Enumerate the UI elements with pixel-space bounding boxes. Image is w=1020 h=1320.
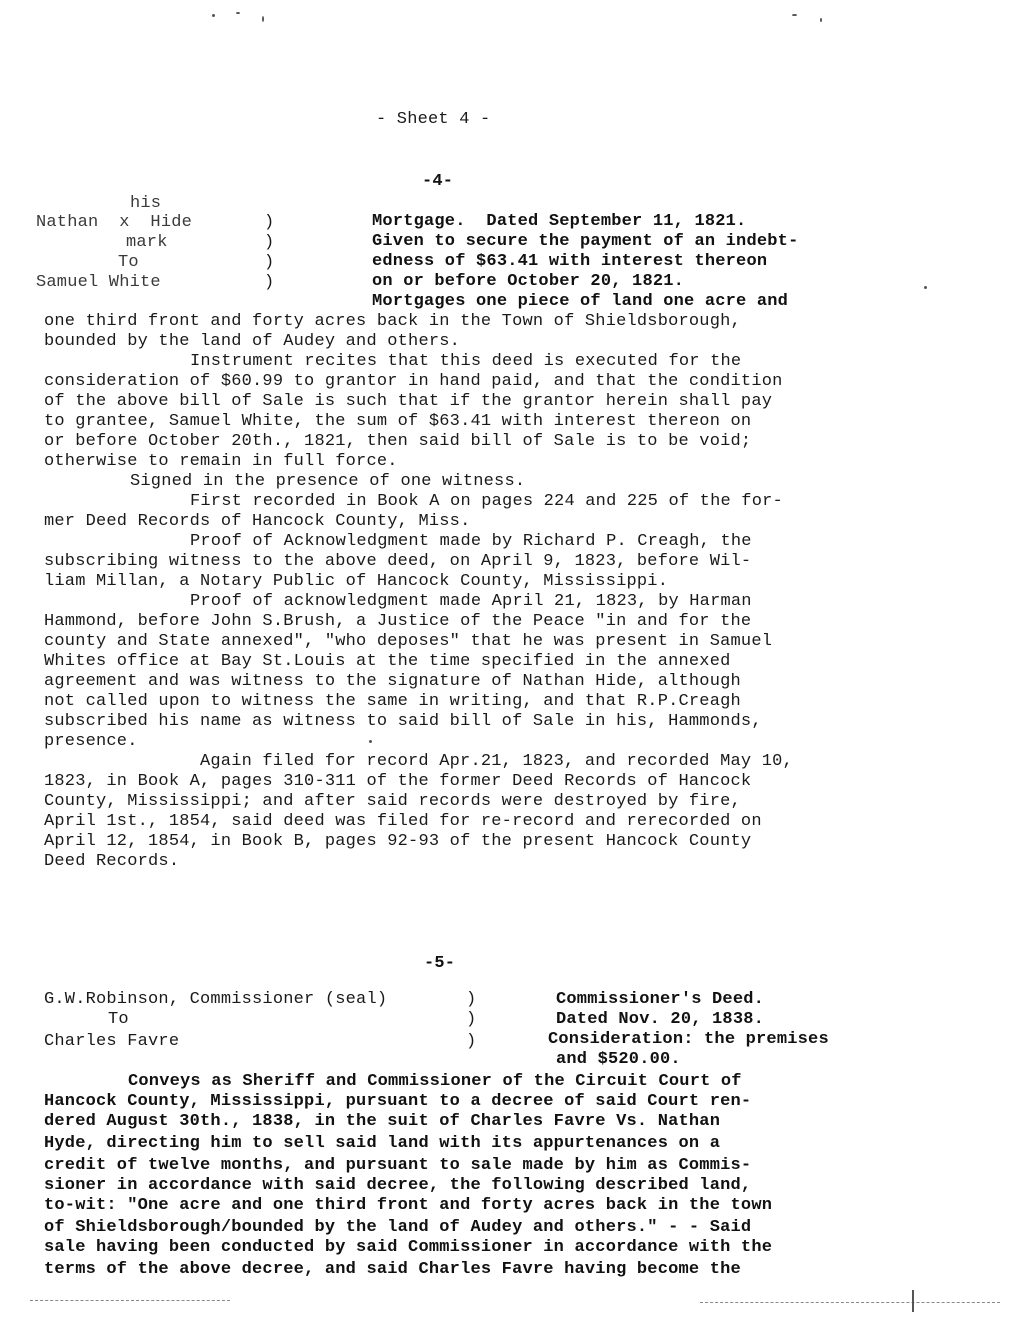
- body-line: Signed in the presence of one witness.: [130, 472, 526, 491]
- party-mark: mark: [126, 233, 168, 252]
- scan-speck: [212, 14, 215, 17]
- body-line: consideration of $60.99 to grantor in hand paid, and that the condition: [44, 372, 783, 391]
- summary-line: Commissioner's Deed.: [556, 990, 765, 1009]
- body-line: or before October 20th., 1821, then said bill of Sale is to be void;: [44, 432, 752, 451]
- body-line: one third front and forty acres back in the Town of Shieldsborough,: [44, 312, 741, 331]
- summary-line: Given to secure the payment of an indebt-: [372, 232, 799, 251]
- body-line: subscribing witness to the above deed, on April 9, 1823, before Wil-: [44, 552, 752, 571]
- summary-line: edness of $63.41 with interest thereon: [372, 252, 768, 271]
- body-line: dered August 30th., 1838, in the suit of Charles Favre Vs. Nathan: [44, 1112, 721, 1131]
- body-line: Mortgages one piece of land one acre and: [372, 292, 789, 311]
- scan-speck: [262, 16, 264, 22]
- entry-number: -5-: [424, 954, 456, 973]
- body-line: credit of twelve months, and pursuant to sale made by him as Commis-: [44, 1156, 752, 1175]
- body-line: presence.: [44, 732, 138, 751]
- body-line: Whites office at Bay St.Louis at the time specified in the annexed: [44, 652, 731, 671]
- party-grantor: G.W.Robinson, Commissioner (seal): [44, 990, 388, 1009]
- party-grantee: Samuel White: [36, 273, 161, 292]
- brace-mark: ): [264, 213, 275, 232]
- body-line: not called upon to witness the same in writing, and that R.P.Creagh: [44, 692, 741, 711]
- body-line: Again filed for record Apr.21, 1823, and recorded May 10,: [200, 752, 793, 771]
- body-line: county and State annexed", "who deposes" that he was present in Samuel: [44, 632, 773, 651]
- body-line: 1823, in Book A, pages 310-311 of the former Deed Records of Hancock: [44, 772, 752, 791]
- body-line: subscribed his name as witness to said bill of Sale in his, Hammonds,: [44, 712, 762, 731]
- brace-mark: ): [264, 253, 275, 272]
- body-line: Hyde, directing him to sell said land with its appurtenances on a: [44, 1134, 721, 1153]
- party-grantee: Charles Favre: [44, 1032, 180, 1051]
- body-line: sioner in accordance with said decree, the following described land,: [44, 1176, 752, 1195]
- summary-line: Dated Nov. 20, 1838.: [556, 1010, 765, 1029]
- summary-line: on or before October 20, 1821.: [372, 272, 685, 291]
- scan-edge: [30, 1300, 230, 1301]
- scan-speck: [912, 1290, 914, 1312]
- brace-mark: ): [264, 233, 275, 252]
- body-line: mer Deed Records of Hancock County, Miss.: [44, 512, 471, 531]
- brace-mark: ): [264, 273, 275, 292]
- scan-speck: [369, 740, 372, 743]
- brace-mark: ): [466, 1010, 477, 1029]
- body-line: April 1st., 1854, said deed was filed for re-record and rerecorded on: [44, 812, 762, 831]
- brace-mark: ): [466, 1032, 477, 1051]
- summary-line: Mortgage. Dated September 11, 1821.: [372, 212, 747, 231]
- brace-mark: ): [466, 990, 477, 1009]
- sheet-header: - Sheet 4 -: [376, 110, 491, 129]
- body-line: Conveys as Sheriff and Commissioner of the Circuit Court of: [128, 1072, 742, 1091]
- body-line: sale having been conducted by said Commissioner in accordance with the: [44, 1238, 773, 1257]
- scan-edge: [700, 1302, 1000, 1303]
- party-grantor: Nathan x Hide: [36, 213, 193, 232]
- body-line: County, Mississippi; and after said records were destroyed by fire,: [44, 792, 741, 811]
- body-line: Deed Records.: [44, 852, 180, 871]
- body-line: agreement and was witness to the signature of Nathan Hide, although: [44, 672, 741, 691]
- body-line: liam Millan, a Notary Public of Hancock County, Mississippi.: [44, 572, 669, 591]
- body-line: Hancock County, Mississippi, pursuant to a decree of said Court ren-: [44, 1092, 752, 1111]
- scan-speck: [792, 14, 797, 16]
- scan-speck: [924, 286, 927, 289]
- body-line: First recorded in Book A on pages 224 and 225 of the for-: [190, 492, 783, 511]
- body-line: Instrument recites that this deed is executed for the: [190, 352, 742, 371]
- party-his: his: [130, 194, 162, 213]
- body-line: Proof of Acknowledgment made by Richard P. Creagh, the: [190, 532, 752, 551]
- body-line: April 12, 1854, in Book B, pages 92-93 of the present Hancock County: [44, 832, 752, 851]
- body-line: to grantee, Samuel White, the sum of $63.41 with interest thereon on: [44, 412, 752, 431]
- party-to: To: [118, 253, 139, 272]
- entry-number: -4-: [422, 172, 454, 191]
- body-line: to-wit: "One acre and one third front and forty acres back in the town: [44, 1196, 773, 1215]
- scan-speck: [820, 18, 822, 22]
- party-to: To: [108, 1010, 129, 1029]
- body-line: otherwise to remain in full force.: [44, 452, 398, 471]
- summary-line: Consideration: the premises: [548, 1030, 829, 1049]
- body-line: bounded by the land of Audey and others.: [44, 332, 461, 351]
- body-line: of Shieldsborough/bounded by the land of Audey and others." - - Said: [44, 1218, 752, 1237]
- body-line: Hammond, before John S.Brush, a Justice of the Peace "in and for the: [44, 612, 752, 631]
- body-line: of the above bill of Sale is such that if the grantor herein shall pay: [44, 392, 773, 411]
- scan-speck: [236, 12, 240, 14]
- body-line: terms of the above decree, and said Charles Favre having become the: [44, 1260, 741, 1279]
- summary-line: and $520.00.: [556, 1050, 681, 1069]
- body-line: Proof of acknowledgment made April 21, 1823, by Harman: [190, 592, 752, 611]
